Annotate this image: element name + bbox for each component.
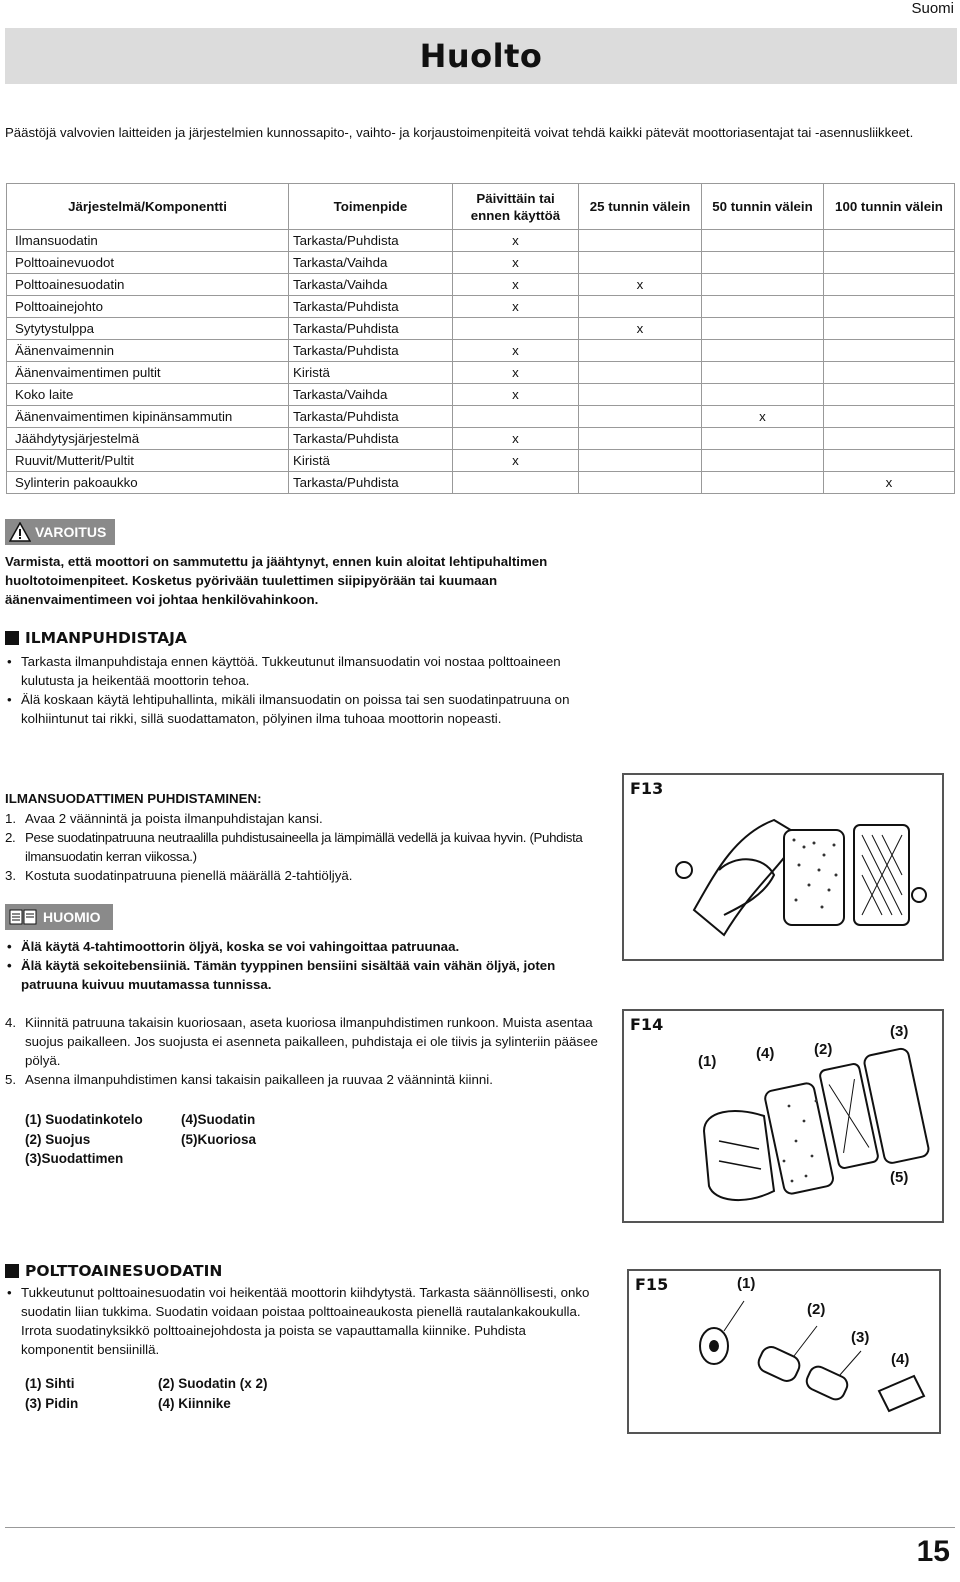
legend-item: (3) Pidin [25,1395,79,1411]
page-number: 15 [916,1535,950,1568]
table-row [7,384,955,406]
warning-badge [5,519,115,545]
header-100h: 100 tunnin välein [824,184,955,230]
section-air-cleaner-title: ILMANPUHDISTAJA [25,629,187,647]
table-cell-component: Äänenvaimentimen kipinänsammutin [7,406,289,428]
bottom-rule [5,1527,955,1528]
legend-item: (3)Suodattimen [25,1151,124,1166]
table-cell-h100 [824,340,955,362]
table-cell-h50 [702,296,824,318]
header-daily: Päivittäin tai ennen käyttöä [453,184,579,230]
table-cell-h100 [824,450,955,472]
table-cell-h25 [579,384,702,406]
callout-label: (5) [890,1169,909,1186]
table-cell-action: Tarkasta/Puhdista [289,406,453,428]
book-icon [9,908,39,926]
table-cell-h100 [824,428,955,450]
table-cell-component: Äänenvaimentimen pultit [7,362,289,384]
table-cell-h50 [702,318,824,340]
table-cell-h100 [824,362,955,384]
table-cell-component: Ilmansuodatin [7,230,289,252]
note-bullets [5,937,605,994]
table-cell-daily: x [453,450,579,472]
table-cell-h50: x [702,406,824,428]
table-cell-h50 [702,274,824,296]
table-cell-h100 [824,230,955,252]
air-cleaner-cover-illustration [624,775,942,959]
table-cell-h100 [824,274,955,296]
table-cell-component: Sytytystulppa [7,318,289,340]
header-component: Järjestelmä/Komponentti [7,184,289,230]
table-row [7,406,955,428]
table-cell-action: Tarkasta/Puhdista [289,230,453,252]
table-cell-action: Kiristä [289,362,453,384]
table-cell-action: Tarkasta/Vaihda [289,384,453,406]
table-cell-h25 [579,450,702,472]
step-item: 5. Asenna ilmanpuhdistimen kansi takaisin paikalleen ja ruuvaa 2 väännintä kiinni. [5,1072,493,1087]
legend-item: (4) Kiinnike [158,1395,231,1411]
legend-item: (1) Sihti [25,1376,75,1391]
callout-label: (2) [807,1301,826,1318]
table-row [7,362,955,384]
callout-label: (3) [851,1329,870,1346]
step-item: 4. Kiinnitä patruuna takaisin kuoriosaan, aseta kuoriosa ilmanpuhdistimen runkoon. Muista asentaa suojus paikalleen. Jos suojusta ei asenneta paikalleen, puhdistaja ei ole tiivis ja sylinteriin pääsee pölyä. [5,1015,598,1068]
page-title: Huolto [419,37,543,75]
legend-item: (4)Suodatin [181,1112,256,1127]
cleaning-steps-a [5,809,605,885]
section-fuel-filter-title: POLTTOAINESUODATIN [25,1262,223,1280]
step-item: 2. Pese suodatinpatruuna neutraalilla puhdistusaineella ja lämpimällä vedellä ja kuivaa hyvin. (Puhdista ilmansuodatin kerran viikossa.) [5,830,583,864]
table-row [7,340,955,362]
table-cell-h25: x [579,318,702,340]
callout-label: (4) [756,1045,775,1062]
table-cell-daily [453,406,579,428]
legend-item: (2) Suojus [25,1131,91,1147]
cleaning-steps-b [5,1013,605,1089]
note-label: HUOMIO [43,909,101,925]
table-cell-h100 [824,318,955,340]
callout-label: (2) [814,1041,833,1058]
maintenance-table [6,183,955,494]
section-square-icon [5,1264,19,1278]
table-cell-daily: x [453,252,579,274]
table-cell-daily: x [453,230,579,252]
header-25h: 25 tunnin välein [579,184,702,230]
table-cell-action: Tarkasta/Vaihda [289,274,453,296]
air-cleaner-legend [25,1110,321,1169]
table-cell-action: Tarkasta/Puhdista [289,428,453,450]
table-cell-action: Tarkasta/Puhdista [289,296,453,318]
table-cell-component: Polttoainesuodatin [7,274,289,296]
table-cell-h50 [702,362,824,384]
table-cell-action: Tarkasta/Puhdista [289,472,453,494]
figure-f14 [622,1009,944,1223]
table-cell-daily: x [453,274,579,296]
table-cell-daily: x [453,428,579,450]
table-cell-h100 [824,384,955,406]
table-cell-h50 [702,450,824,472]
list-item: • Tukkeutunut polttoainesuodatin voi heikentää moottorin kiihdytystä. Tarkasta säännöllisesti, onko suodatin liian tukkima. Suodatin voidaan poistaa polttoaineaukosta pienellä rautalankakoukulla. Irrota suodatinyksikkö polttoainejohdosta ja poista se vapauttamalla kiinnike. Puhdista komponentit bensiinillä. [5,1283,595,1359]
figure-label: F13 [630,779,664,798]
fuel-filter-bullets [5,1283,595,1359]
intro-paragraph: Päästöjä valvovien laitteiden ja järjestelmien kunnossapito-, vaihto- ja korjaustoimenpiteitä voivat tehdä kaikki pätevät moottoriasentajat tai -asennusliikkeet. [5,125,914,140]
table-cell-component: Polttoainejohto [7,296,289,318]
table-cell-daily: x [453,340,579,362]
callout-label: (1) [737,1275,756,1292]
table-row [7,230,955,252]
table-cell-h100 [824,296,955,318]
header-action: Toimenpide [289,184,453,230]
table-cell-component: Jäähdytysjärjestelmä [7,428,289,450]
table-cell-h50 [702,230,824,252]
list-item: • Älä käytä sekoitebensiiniä. Tämän tyyppinen bensiini sisältää vain vähän öljyä, joten patruuna kuivuu muutamassa tunnissa. [5,956,605,994]
table-cell-h25 [579,406,702,428]
table-row [7,472,955,494]
table-cell-action: Tarkasta/Puhdista [289,318,453,340]
table-cell-daily [453,318,579,340]
table-cell-daily: x [453,362,579,384]
table-cell-h25: x [579,274,702,296]
table-cell-daily: x [453,296,579,318]
legend-item: (2) Suodatin (x 2) [158,1376,268,1391]
table-cell-daily [453,472,579,494]
callout-label: (3) [890,1023,909,1040]
table-cell-component: Polttoainevuodot [7,252,289,274]
language-label: Suomi [911,0,954,17]
table-cell-component: Sylinterin pakoaukko [7,472,289,494]
table-cell-h25 [579,230,702,252]
table-cell-h50 [702,340,824,362]
table-cell-h25 [579,428,702,450]
table-cell-h100: x [824,472,955,494]
figure-label: F15 [635,1275,669,1294]
table-cell-h100 [824,406,955,428]
table-cell-h25 [579,252,702,274]
table-header-row [7,184,955,230]
step-item: 3. Kostuta suodatinpatruuna pienellä määrällä 2-tahtiöljyä. [5,868,353,883]
list-item: • Älä käytä 4-tahtimoottorin öljyä, koska se voi vahingoittaa patruunaa. [5,937,605,956]
table-cell-h50 [702,428,824,450]
figure-label: F14 [630,1015,664,1034]
table-row [7,252,955,274]
table-cell-h25 [579,362,702,384]
legend-item: (5)Kuoriosa [181,1131,257,1147]
warning-label: VAROITUS [35,524,107,540]
table-cell-component: Äänenvaimennin [7,340,289,362]
step-item: 1. Avaa 2 väännintä ja poista ilmanpuhdistajan kansi. [5,811,323,826]
list-item: • Tarkasta ilmanpuhdistaja ennen käyttöä. Tukkeutunut ilmansuodatin voi nostaa polttoaineen kulutusta ja heikentää moottorin tehoa. [5,652,605,690]
table-row [7,428,955,450]
table-row [7,274,955,296]
table-cell-h50 [702,384,824,406]
section-air-cleaner [5,629,187,647]
table-cell-h50 [702,252,824,274]
callout-label: (1) [698,1053,717,1070]
table-cell-component: Ruuvit/Mutterit/Pultit [7,450,289,472]
table-cell-daily: x [453,384,579,406]
fuel-filter-legend [25,1374,298,1413]
table-cell-h25 [579,340,702,362]
warning-triangle-icon [9,522,31,542]
callout-label: (4) [891,1351,910,1368]
note-badge [5,904,113,930]
table-cell-action: Tarkasta/Puhdista [289,340,453,362]
table-cell-h50 [702,472,824,494]
figure-f15 [627,1269,941,1434]
table-cell-h25 [579,472,702,494]
table-cell-component: Koko laite [7,384,289,406]
header-50h: 50 tunnin välein [702,184,824,230]
table-cell-h100 [824,252,955,274]
table-cell-h25 [579,296,702,318]
table-cell-action: Kiristä [289,450,453,472]
figure-f13 [622,773,944,961]
cleaning-heading: ILMANSUODATTIMEN PUHDISTAMINEN: [5,791,262,806]
table-row [7,450,955,472]
page-title-bar [5,28,957,84]
table-row [7,318,955,340]
table-row [7,296,955,318]
list-item: • Älä koskaan käytä lehtipuhallinta, mikäli ilmansuodatin on poissa tai sen suodatinpatruuna on kolhiintunut tai rikki, sillä suodattamaton, pölyinen ilma tuhoaa moottorin nopeasti. [5,690,605,728]
legend-item: (1) Suodatinkotelo [25,1112,143,1127]
warning-text: Varmista, että moottori on sammutettu ja jäähtynyt, ennen kuin aloitat lehtipuhaltimen huoltotoimenpiteet. Kosketus pyörivään tuulettimen siipipyörään tai kuumaan äänenvaimentimeen voi johtaa henkilövahinkoon. [5,554,548,607]
table-cell-action: Tarkasta/Vaihda [289,252,453,274]
section-square-icon [5,631,19,645]
section-fuel-filter [5,1262,222,1280]
exploded-filter-illustration [624,1011,942,1221]
air-cleaner-bullets [5,652,605,728]
